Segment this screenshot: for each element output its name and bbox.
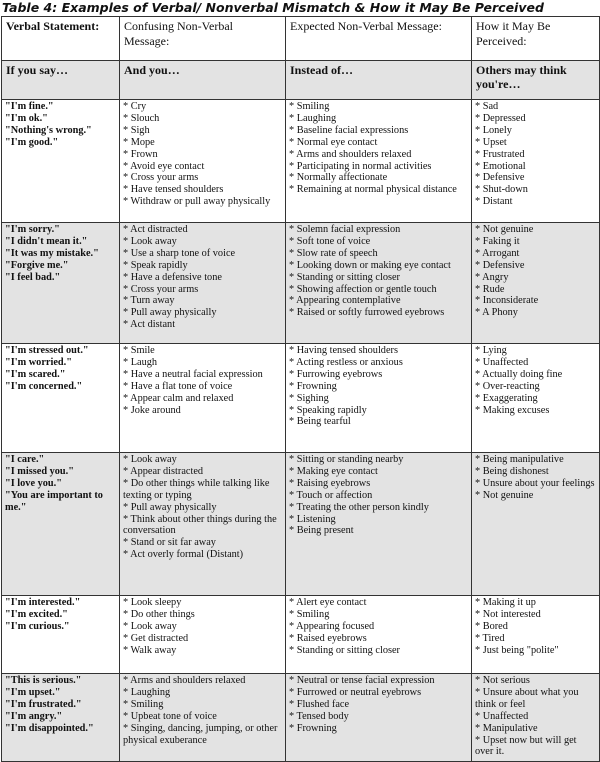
list-item: * Do other things bbox=[123, 608, 195, 620]
list-item: * Smile bbox=[123, 345, 155, 356]
list-item: "I'm disappointed." bbox=[5, 722, 94, 734]
table-row bbox=[2, 100, 600, 223]
list-item: "I missed you." bbox=[5, 465, 74, 477]
list-item: * Upbeat tone of voice bbox=[123, 710, 217, 722]
list-item: * Upset now but will get over it. bbox=[475, 734, 577, 758]
list-item: "I'm concerned." bbox=[5, 380, 83, 392]
list-item: "I care." bbox=[5, 454, 45, 465]
list-item: * Not genuine bbox=[475, 489, 534, 501]
list-item: * Mope bbox=[123, 136, 155, 148]
list-item: * Neutral or tense facial expression bbox=[289, 675, 435, 686]
list-item: * Look away bbox=[123, 620, 177, 632]
list-item: * Unaffected bbox=[475, 710, 529, 722]
list-item: * Appearing contemplative bbox=[289, 295, 401, 307]
list-item: * Get distracted bbox=[123, 632, 189, 644]
list-item: "I'm scared." bbox=[5, 368, 66, 380]
list-item: * Do other things while talking like texting or typing bbox=[123, 477, 270, 501]
list-item: * Sigh bbox=[123, 124, 150, 136]
list-item: * Cross your arms bbox=[123, 172, 199, 184]
list-item: * Emotional bbox=[475, 160, 526, 172]
header-verbal-statement: Verbal Statement: bbox=[2, 17, 120, 61]
header-expected-nonverbal: Expected Non-Verbal Message: bbox=[286, 17, 472, 61]
list-item: * Looking down or making eye contact bbox=[289, 259, 451, 271]
statement-cell bbox=[2, 223, 120, 344]
list-item: * Have a flat tone of voice bbox=[123, 380, 233, 392]
list-item: * Frowning bbox=[289, 722, 337, 734]
list-item: * Pull away physically bbox=[123, 501, 217, 513]
list-item: * Appear distracted bbox=[123, 465, 204, 477]
list-item: "I'm upset." bbox=[5, 686, 61, 698]
list-item: * Upset bbox=[475, 136, 507, 148]
list-item: * Showing affection or gentle touch bbox=[289, 283, 437, 295]
list-item: * Laughing bbox=[123, 686, 171, 698]
list-item: * Have a defensive tone bbox=[123, 271, 222, 283]
list-item: * Depressed bbox=[475, 112, 526, 124]
subheader-instead-of: Instead of… bbox=[286, 61, 472, 100]
list-item: * Not serious bbox=[475, 675, 530, 686]
list-item: * Over-reacting bbox=[475, 380, 540, 392]
list-item: * Cross your arms bbox=[123, 283, 199, 295]
list-item: * Being dishonest bbox=[475, 465, 549, 477]
list-item: * Slow rate of speech bbox=[289, 247, 378, 259]
list-item: * Defensive bbox=[475, 259, 525, 271]
list-item: * Not interested bbox=[475, 608, 541, 620]
confusing-cell bbox=[120, 453, 286, 596]
list-item: * Raised or softly furrowed eyebrows bbox=[289, 307, 445, 319]
list-item: "I'm stressed out." bbox=[5, 345, 89, 356]
list-item: * Alert eye contact bbox=[289, 597, 367, 608]
list-item: "I'm interested." bbox=[5, 597, 81, 608]
table-row bbox=[2, 596, 600, 674]
list-item: * Standing or sitting closer bbox=[289, 271, 400, 283]
list-item: * Listening bbox=[289, 513, 336, 525]
table-row bbox=[2, 344, 600, 453]
list-item: * Stand or sit far away bbox=[123, 537, 216, 549]
list-item: * Sad bbox=[475, 101, 499, 112]
list-item: * Sitting or standing nearby bbox=[289, 454, 404, 465]
list-item: * Singing, dancing, jumping, or other physical exuberance bbox=[123, 722, 278, 746]
list-item: * Baseline facial expressions bbox=[289, 124, 409, 136]
list-item: * Not genuine bbox=[475, 224, 534, 235]
list-item: * Manipulative bbox=[475, 722, 538, 734]
list-item: * Normal eye contact bbox=[289, 136, 378, 148]
table-body bbox=[2, 17, 600, 762]
list-item: "I'm frustrated." bbox=[5, 698, 82, 710]
list-item: * Soft tone of voice bbox=[289, 235, 371, 247]
expected-cell bbox=[286, 453, 472, 596]
confusing-cell bbox=[120, 100, 286, 223]
list-item: "I'm excited." bbox=[5, 608, 68, 620]
list-item: "I'm curious." bbox=[5, 620, 70, 632]
list-item: * Speak rapidly bbox=[123, 259, 188, 271]
perceived-cell bbox=[472, 674, 600, 762]
list-item: * Inconsiderate bbox=[475, 295, 539, 307]
list-item: * Arms and shoulders relaxed bbox=[123, 675, 246, 686]
statement-cell bbox=[2, 344, 120, 453]
list-item: "I didn't mean it." bbox=[5, 235, 88, 247]
list-item: "I feel bad." bbox=[5, 271, 61, 283]
list-item: * Distant bbox=[475, 196, 513, 208]
list-item: * Act distracted bbox=[123, 224, 188, 235]
list-item: "I'm sorry." bbox=[5, 224, 60, 235]
list-item: * Look away bbox=[123, 454, 177, 465]
list-item: * Lonely bbox=[475, 124, 512, 136]
list-item: * Walk away bbox=[123, 644, 177, 656]
header-row bbox=[2, 17, 600, 61]
expected-cell bbox=[286, 223, 472, 344]
statement-cell bbox=[2, 674, 120, 762]
list-item: * Unaffected bbox=[475, 356, 529, 368]
list-item: * Pull away physically bbox=[123, 307, 217, 319]
list-item: * Faking it bbox=[475, 235, 520, 247]
list-item: * A Phony bbox=[475, 307, 518, 319]
list-item: * Bored bbox=[475, 620, 508, 632]
list-item: * Unsure about your feelings bbox=[475, 477, 595, 489]
list-item: * Withdraw or pull away physically bbox=[123, 196, 271, 208]
list-item: * Sighing bbox=[289, 392, 329, 404]
expected-cell bbox=[286, 596, 472, 674]
list-item: * Standing or sitting closer bbox=[289, 644, 400, 656]
list-item: * Normally affectionate bbox=[289, 172, 388, 184]
list-item: * Furrowing eyebrows bbox=[289, 368, 383, 380]
confusing-cell bbox=[120, 223, 286, 344]
list-item: * Furrowed or neutral eyebrows bbox=[289, 686, 422, 698]
list-item: "It was my mistake." bbox=[5, 247, 99, 259]
perceived-cell bbox=[472, 596, 600, 674]
list-item: * Angry bbox=[475, 271, 509, 283]
table-row bbox=[2, 453, 600, 596]
list-item: "I'm ok." bbox=[5, 112, 48, 124]
mismatch-table bbox=[1, 16, 600, 762]
list-item: * Use a sharp tone of voice bbox=[123, 247, 236, 259]
list-item: * Frowning bbox=[289, 380, 337, 392]
confusing-cell bbox=[120, 596, 286, 674]
confusing-cell bbox=[120, 674, 286, 762]
subheader-others-may-think: Others may think you're… bbox=[472, 61, 600, 100]
list-item: * Appear calm and relaxed bbox=[123, 392, 234, 404]
list-item: * Being manipulative bbox=[475, 454, 564, 465]
list-item: * Lying bbox=[475, 345, 507, 356]
list-item: * Have tensed shoulders bbox=[123, 184, 224, 196]
list-item: * Flushed face bbox=[289, 698, 350, 710]
list-item: * Joke around bbox=[123, 404, 181, 416]
list-item: * Think about other things during the conversation bbox=[123, 513, 277, 537]
list-item: * Rude bbox=[475, 283, 505, 295]
statement-cell bbox=[2, 100, 120, 223]
table-row bbox=[2, 223, 600, 344]
list-item: "I love you." bbox=[5, 477, 62, 489]
list-item: * Act overly formal (Distant) bbox=[123, 549, 244, 561]
list-item: "You are important to me." bbox=[5, 489, 103, 513]
list-item: * Defensive bbox=[475, 172, 525, 184]
list-item: * Remaining at normal physical distance bbox=[289, 184, 457, 196]
list-item: * Touch or affection bbox=[289, 489, 373, 501]
expected-cell bbox=[286, 674, 472, 762]
list-item: * Unsure about what you think or feel bbox=[475, 686, 579, 710]
subheader-and-you: And you… bbox=[120, 61, 286, 100]
list-item: * Laughing bbox=[289, 112, 337, 124]
table-caption: Table 4: Examples of Verbal/ Nonverbal Mismatch & How it May Be Perceived bbox=[2, 0, 544, 15]
list-item: * Turn away bbox=[123, 295, 175, 307]
perceived-cell bbox=[472, 344, 600, 453]
list-item: * Smiling bbox=[289, 608, 330, 620]
list-item: * Shut-down bbox=[475, 184, 528, 196]
list-item: * Being tearful bbox=[289, 416, 351, 428]
list-item: * Just being "polite" bbox=[475, 644, 559, 656]
statement-cell bbox=[2, 453, 120, 596]
list-item: * Frustrated bbox=[475, 148, 525, 160]
list-item: * Slouch bbox=[123, 112, 160, 124]
list-item: "Nothing's wrong." bbox=[5, 124, 92, 136]
subheader-row bbox=[2, 61, 600, 100]
list-item: * Look sleepy bbox=[123, 597, 182, 608]
header-confusing-nonverbal: Confusing Non-Verbal Message: bbox=[120, 17, 286, 61]
list-item: * Making it up bbox=[475, 597, 536, 608]
list-item: * Laugh bbox=[123, 356, 158, 368]
expected-cell bbox=[286, 100, 472, 223]
list-item: "I'm angry." bbox=[5, 710, 63, 722]
list-item: * Acting restless or anxious bbox=[289, 356, 403, 368]
list-item: "I'm good." bbox=[5, 136, 59, 148]
statement-cell bbox=[2, 596, 120, 674]
table-row bbox=[2, 674, 600, 762]
header-perceived: How it May Be Perceived: bbox=[472, 17, 600, 61]
list-item: * Actually doing fine bbox=[475, 368, 563, 380]
list-item: * Making excuses bbox=[475, 404, 550, 416]
expected-cell bbox=[286, 344, 472, 453]
list-item: "Forgive me." bbox=[5, 259, 69, 271]
list-item: * Arrogant bbox=[475, 247, 520, 259]
list-item: * Raising eyebrows bbox=[289, 477, 371, 489]
perceived-cell bbox=[472, 223, 600, 344]
list-item: * Tensed body bbox=[289, 710, 349, 722]
list-item: * Making eye contact bbox=[289, 465, 378, 477]
list-item: * Smiling bbox=[289, 101, 330, 112]
list-item: * Arms and shoulders relaxed bbox=[289, 148, 412, 160]
list-item: * Have a neutral facial expression bbox=[123, 368, 263, 380]
list-item: * Solemn facial expression bbox=[289, 224, 401, 235]
list-item: "I'm fine." bbox=[5, 101, 54, 112]
list-item: * Treating the other person kindly bbox=[289, 501, 429, 513]
list-item: * Avoid eye contact bbox=[123, 160, 205, 172]
list-item: * Being present bbox=[289, 525, 354, 537]
list-item: * Raised eyebrows bbox=[289, 632, 367, 644]
list-item: * Look away bbox=[123, 235, 177, 247]
perceived-cell bbox=[472, 453, 600, 596]
list-item: * Having tensed shoulders bbox=[289, 345, 398, 356]
list-item: * Frown bbox=[123, 148, 158, 160]
list-item: * Appearing focused bbox=[289, 620, 375, 632]
list-item: * Participating in normal activities bbox=[289, 160, 432, 172]
list-item: * Tired bbox=[475, 632, 505, 644]
subheader-if-you-say: If you say… bbox=[2, 61, 120, 100]
list-item: * Smiling bbox=[123, 698, 164, 710]
confusing-cell bbox=[120, 344, 286, 453]
list-item: * Speaking rapidly bbox=[289, 404, 367, 416]
list-item: "This is serious." bbox=[5, 675, 82, 686]
list-item: * Exaggerating bbox=[475, 392, 538, 404]
list-item: * Act distant bbox=[123, 319, 176, 331]
list-item: "I'm worried." bbox=[5, 356, 72, 368]
list-item: * Cry bbox=[123, 101, 147, 112]
perceived-cell bbox=[472, 100, 600, 223]
